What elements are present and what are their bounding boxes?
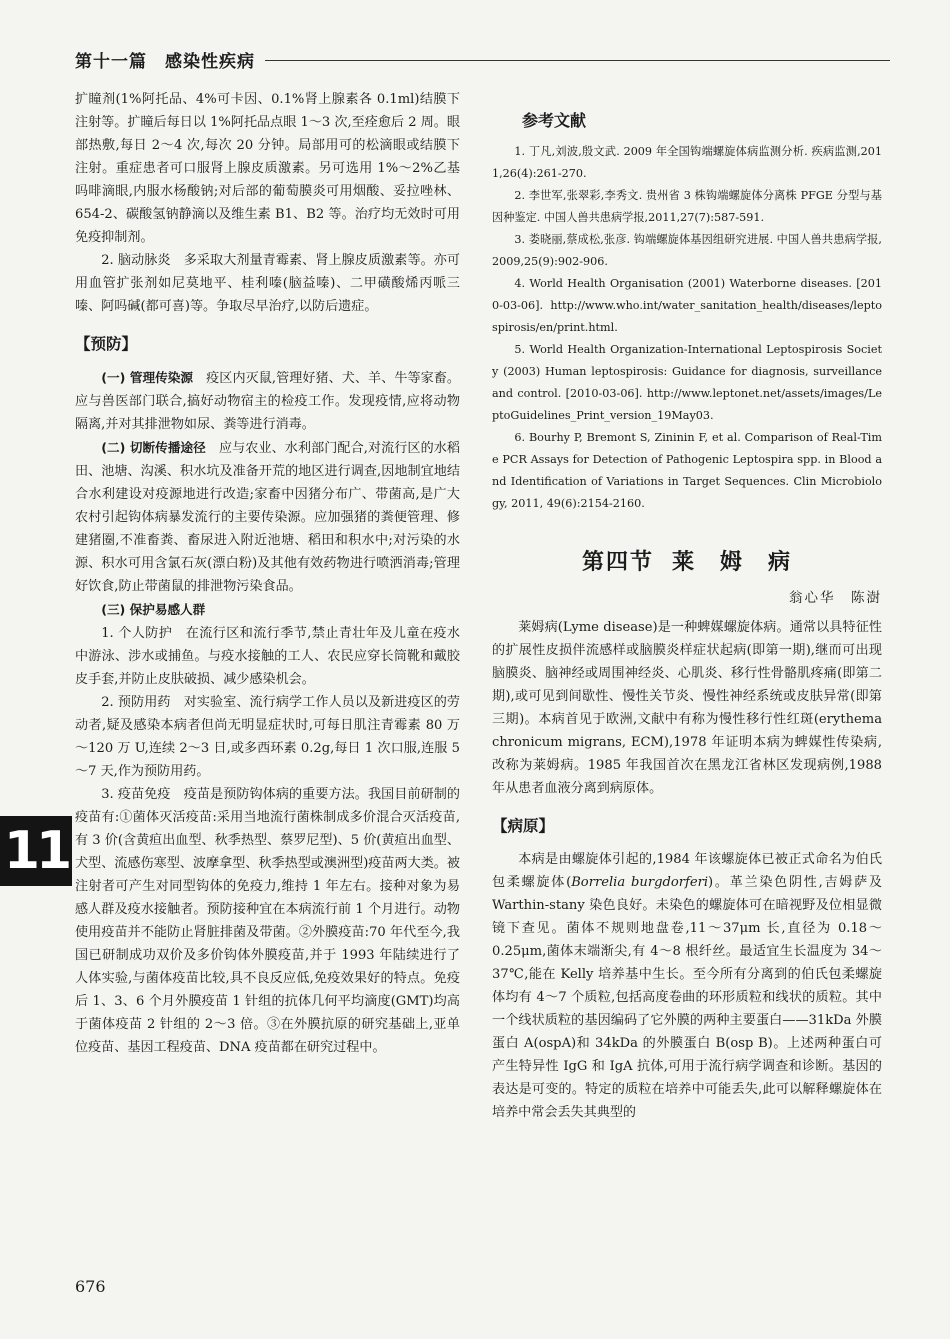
subheading: (一) 管理传染源 [101, 370, 194, 385]
item-text: 多采取大剂量青霉素、肾上腺皮质激素等。亦可用血管扩张剂如尼莫地平、桂利嗪(脑益嗪)、二甲磺酸烯丙哌三嗪、阿吗碱(都可喜)等。争取尽早治疗,以防后遗症。 [75, 253, 461, 314]
item-label: 2. 脑动脉炎 [101, 253, 171, 268]
paragraph-prophylactic-drugs [75, 691, 460, 783]
reference-item: 3. 娄晓丽,蔡成松,张彦. 钩端螺旋体基因组研究进展. 中国人兽共患病学报,2009,25(9):902-906. [492, 233, 882, 268]
paragraph-personal-protection [75, 622, 460, 691]
part-title: 第十一篇 感染性疾病 [75, 51, 255, 72]
page-header [75, 44, 890, 74]
references-heading: 参考文献 [522, 111, 587, 130]
item-text: 对实验室、流行病学工作人员以及新进疫区的劳动者,疑及感染本病者但尚无明显症状时,可每日肌注青霉素 80 万～120 万 U,连续 2～3 日,或多西环素 0.2g,每日 1 次口服,连服 5～7 天,作为预防用药。 [75, 695, 461, 779]
item-label: 2. 预防用药 [101, 695, 171, 710]
subheading: (二) 切断传播途径 [101, 440, 206, 455]
item-label: 1. 个人防护 [101, 626, 173, 641]
authors: 翁心华 陈澍 [789, 590, 882, 606]
paragraph-transmission [75, 436, 460, 598]
right-column [492, 88, 882, 1124]
item-label: 3. 疫苗免疫 [101, 787, 171, 802]
text-run: )。革兰染色阴性,吉姆萨及 Warthin-stany 染色良好。未染色的螺旋体可在暗视野及位相显微镜下查见。菌体不规则地盘卷,11～37μm 长,直径为 0.18～0.25μm,菌体末端渐尖,有 4～8 根纤丝。最适宜生长温度为 34～37℃,能在 Kelly 培养基中生长。至今所有分离到的伯氏包柔螺旋体均有 4～7 个质粒,包括高度卷曲的环形质粒和线状的质粒。其中一个线状质粒的基因编码了它外膜的两种主要蛋白——31kDa 外膜蛋白 A(ospA)和 34kDa 的外膜蛋白 B(osp B)。上述两种蛋白可产生特异性 IgG 和 IgA 抗体,可用于流行病学调查和诊断。基因的表达是可变的。特定的质粒在培养中可能丢失,此可以解释螺旋体在培养中常会丢失其典型的 [492, 875, 882, 1120]
paragraph-susceptible-group [75, 598, 460, 622]
paragraph-pathogen [492, 848, 882, 1124]
section-name: 莱 姆 病 [672, 550, 793, 575]
paragraph-mydriatics: 扩瞳剂(1%阿托品、4%可卡因、0.1%肾上腺素各 0.1ml)结膜下注射等。扩瞳后每日以 1%阿托品点眼 1～3 次,至痊愈后 2 周。眼部热敷,每日 2～4 次,每次 20 分钟。局部用可的松滴眼或结膜下注射。重症患者可口服肾上腺皮质激素。另可选用 1%～2%乙基吗啡滴眼,内服水杨酸钠;对后部的葡萄膜炎可用烟酸、妥拉唑林、654-2、碳酸氢钠静滴以及维生素 B1、B2 等。治疗均无效时可用免疫抑制剂。 [75, 92, 460, 245]
paragraph-cerebral-arteritis [75, 249, 460, 318]
subheading: (三) 保护易感人群 [101, 602, 206, 617]
text-run: 本病是由螺旋体引起的,1984 年该螺旋体已被正式命名为伯氏包柔螺旋体( [492, 852, 882, 890]
reference-item: 2. 李世军,张翠彩,李秀文. 贵州省 3 株钩端螺旋体分离株 PFGE 分型与基因种鉴定. 中国人兽共患病学报,2011,27(7):587-591. [492, 189, 882, 224]
paragraph-vaccine [75, 783, 460, 1059]
paragraph-lyme-intro: 莱姆病(Lyme disease)是一种蜱媒螺旋体病。通常以具特征性的扩展性皮损伴流感样或脑膜炎样症状起病(即第一期),继而可出现脑膜炎、脑神经或周围神经炎、心肌炎、移行性骨骼肌疼痛(即第二期),或可见到间歇性、慢性关节炎、慢性神经系统或皮肤异常(即第三期)。本病首见于欧洲,文献中有称为慢性移行性红斑(erythema chronicum migrans, ECM),1978 年证明本病为蜱媒性传染病,改称为莱姆病。1985 年我国首次在黑龙江省林区发现病例,1988 年从患者血液分离到病原体。 [492, 620, 882, 796]
item-text: 疫区内灭鼠,管理好猪、犬、羊、牛等家畜。应与兽医部门联合,搞好动物宿主的检疫工作。发现疫情,应将动物隔离,并对其排泄物如尿、粪等进行消毒。 [75, 371, 460, 432]
chapter-tab: 11 [0, 816, 72, 886]
species-name: Borrelia burgdorferi [571, 875, 709, 890]
header-rule [265, 60, 890, 61]
page-number: 676 [75, 1277, 106, 1296]
item-text: 在流行区和流行季节,禁止青壮年及儿童在疫水中游泳、涉水或捕鱼。与疫水接触的工人、农民应穿长筒靴和戴胶皮手套,并防止皮肤破损、减少感染机会。 [75, 626, 460, 687]
section-title [492, 545, 882, 576]
item-text: 疫苗是预防钩体病的重要方法。我国目前研制的疫苗有:①菌体灭活疫苗:采用当地流行菌株制成多价混合灭活疫苗,有 3 价(含黄疸出血型、秋季热型、蔡罗尼型)、5 价(黄疸出血型、犬型、流感伤寒型、波摩拿型、秋季热型或澳洲型)疫苗两大类。被注射者可产生对同型钩体的免疫力,维持 1 年左右。接种对象为易感人群及疫水接触者。预防接种宜在本病流行前 1 个月进行。动物使用疫苗并不能防止肾脏排菌及带菌。②外膜疫苗:70 年代至今,我国已研制成功双价及多价钩体外膜疫苗,并于 1993 年陆续进行了人体实验,与菌体疫苗比较,具不良反应低,免疫效果好的特点。免疫后 1、3、6 个月外膜疫苗 1 针组的抗体几何平均滴度(GMT)均高于菌体疫苗 2 针组的 2～3 倍。③在外膜抗原的研究基础上,亚单位疫苗、基因工程疫苗、DNA 疫苗都在研究过程中。 [75, 787, 461, 1055]
heading-prevention: 【预防】 [75, 335, 138, 353]
reference-item: 1. 丁凡,刘波,殷文武. 2009 年全国钩端螺旋体病监测分析. 疾病监测,2011,26(4):261-270. [492, 145, 882, 180]
reference-item: 6. Bourhy P, Bremont S, Zininin F, et al. Comparison of Real-Time PCR Assays for Detection of Pathogenic Leptospira spp. in Blood and Identification of Variations in Target Sequences. Clin Microbiology, 2011, 49(6):2154-2160. [492, 431, 882, 510]
item-text: 应与农业、水利部门配合,对流行区的水稻田、池塘、沟溪、积水坑及准备开荒的地区进行调查,因地制宜地结合水利建设对疫源地进行改造;家畜中因猪分布广、带菌高,是广大农村引起钩体病暴发流行的主要传染源。应加强猪的粪便管理、修建猪圈,不准畜粪、畜尿进入附近池塘、稻田和积水中;对污染的水源、积水可用含氯石灰(漂白粉)及其他有效药物进行喷洒消毒;管理好饮食,防止带菌鼠的排泄物污染食品。 [75, 441, 460, 594]
reference-item: 4. World Health Organisation (2001) Waterborne diseases. [2010-03-06]. http://www.who.int/water_sanitation_health/diseases/leptospirosis/en/print.html. [492, 277, 882, 334]
heading-pathogen: 【病原】 [492, 817, 555, 835]
paragraph-infection-source [75, 366, 460, 436]
section-number: 第四节 [581, 550, 654, 575]
left-column [75, 88, 460, 1059]
reference-item: 5. World Health Organization-International Leptospirosis Society (2003) Human leptospirosis: Guidance for diagnosis, surveillance and control. [2010-03-06]. http://www.leptonet.net/assets/images/LeptoGuidelines_Print_version_19May03. [492, 343, 882, 422]
